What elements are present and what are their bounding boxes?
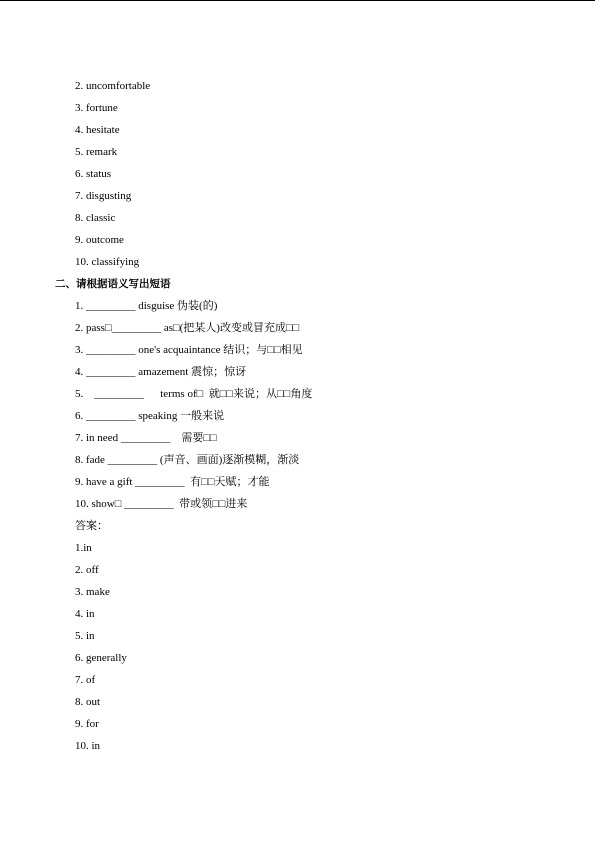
phrase-question-line: 1. _________ disguise 伪装(的) bbox=[75, 300, 218, 312]
answer-line: 6. generally bbox=[75, 652, 127, 664]
phrase-question-line: 5. _________ terms of□ 就□□来说；从□□角度 bbox=[75, 388, 313, 400]
answer-line: 4. in bbox=[75, 608, 95, 620]
phrase-question-line: 4. _________ amazement 震惊；惊讶 bbox=[75, 366, 247, 378]
answer-line: 1.in bbox=[75, 542, 92, 554]
phrase-question-line: 6. _________ speaking 一般来说 bbox=[75, 410, 225, 422]
phrase-question-line: 3. _________ one's acquaintance 结识；与□□相见 bbox=[75, 344, 303, 356]
vocab-answer-line: 6. status bbox=[75, 168, 112, 180]
top-border-line bbox=[0, 0, 595, 1]
answer-line: 2. off bbox=[75, 564, 99, 576]
phrase-question-line: 8. fade _________ (声音、画面)逐渐模糊，渐淡 bbox=[75, 454, 300, 466]
vocab-answer-line: 2. uncomfortable bbox=[75, 80, 151, 92]
document-body bbox=[0, 75, 595, 757]
phrase-question-line: 7. in need _________ 需要□□ bbox=[75, 432, 217, 444]
vocab-answer-line: 10. classifying bbox=[75, 256, 140, 268]
answer-line: 3. make bbox=[75, 586, 110, 598]
vocab-answer-line: 3. fortune bbox=[75, 102, 118, 114]
answer-line: 8. out bbox=[75, 696, 101, 708]
vocab-answer-line: 5. remark bbox=[75, 146, 118, 158]
answer-line: 5. in bbox=[75, 630, 95, 642]
answer-line: 7. of bbox=[75, 674, 96, 686]
phrase-question-line: 10. show□ _________ 带或领□□进来 bbox=[75, 498, 248, 510]
phrase-question-line: 2. pass□_________ as□(把某人)改变或冒充成□□ bbox=[75, 322, 300, 334]
vocab-answer-line: 8. classic bbox=[75, 212, 116, 224]
section-two-heading: 二、请根据语义写出短语 bbox=[55, 278, 171, 290]
answer-line: 10. in bbox=[75, 740, 101, 752]
phrase-question-line: 9. have a gift _________ 有□□天赋；才能 bbox=[75, 476, 270, 488]
vocab-answer-line: 4. hesitate bbox=[75, 124, 120, 136]
vocab-answer-line: 9. outcome bbox=[75, 234, 124, 246]
vocab-answer-line: 7. disgusting bbox=[75, 190, 132, 202]
answer-line: 9. for bbox=[75, 718, 99, 730]
answers-label: 答案： bbox=[75, 520, 108, 532]
